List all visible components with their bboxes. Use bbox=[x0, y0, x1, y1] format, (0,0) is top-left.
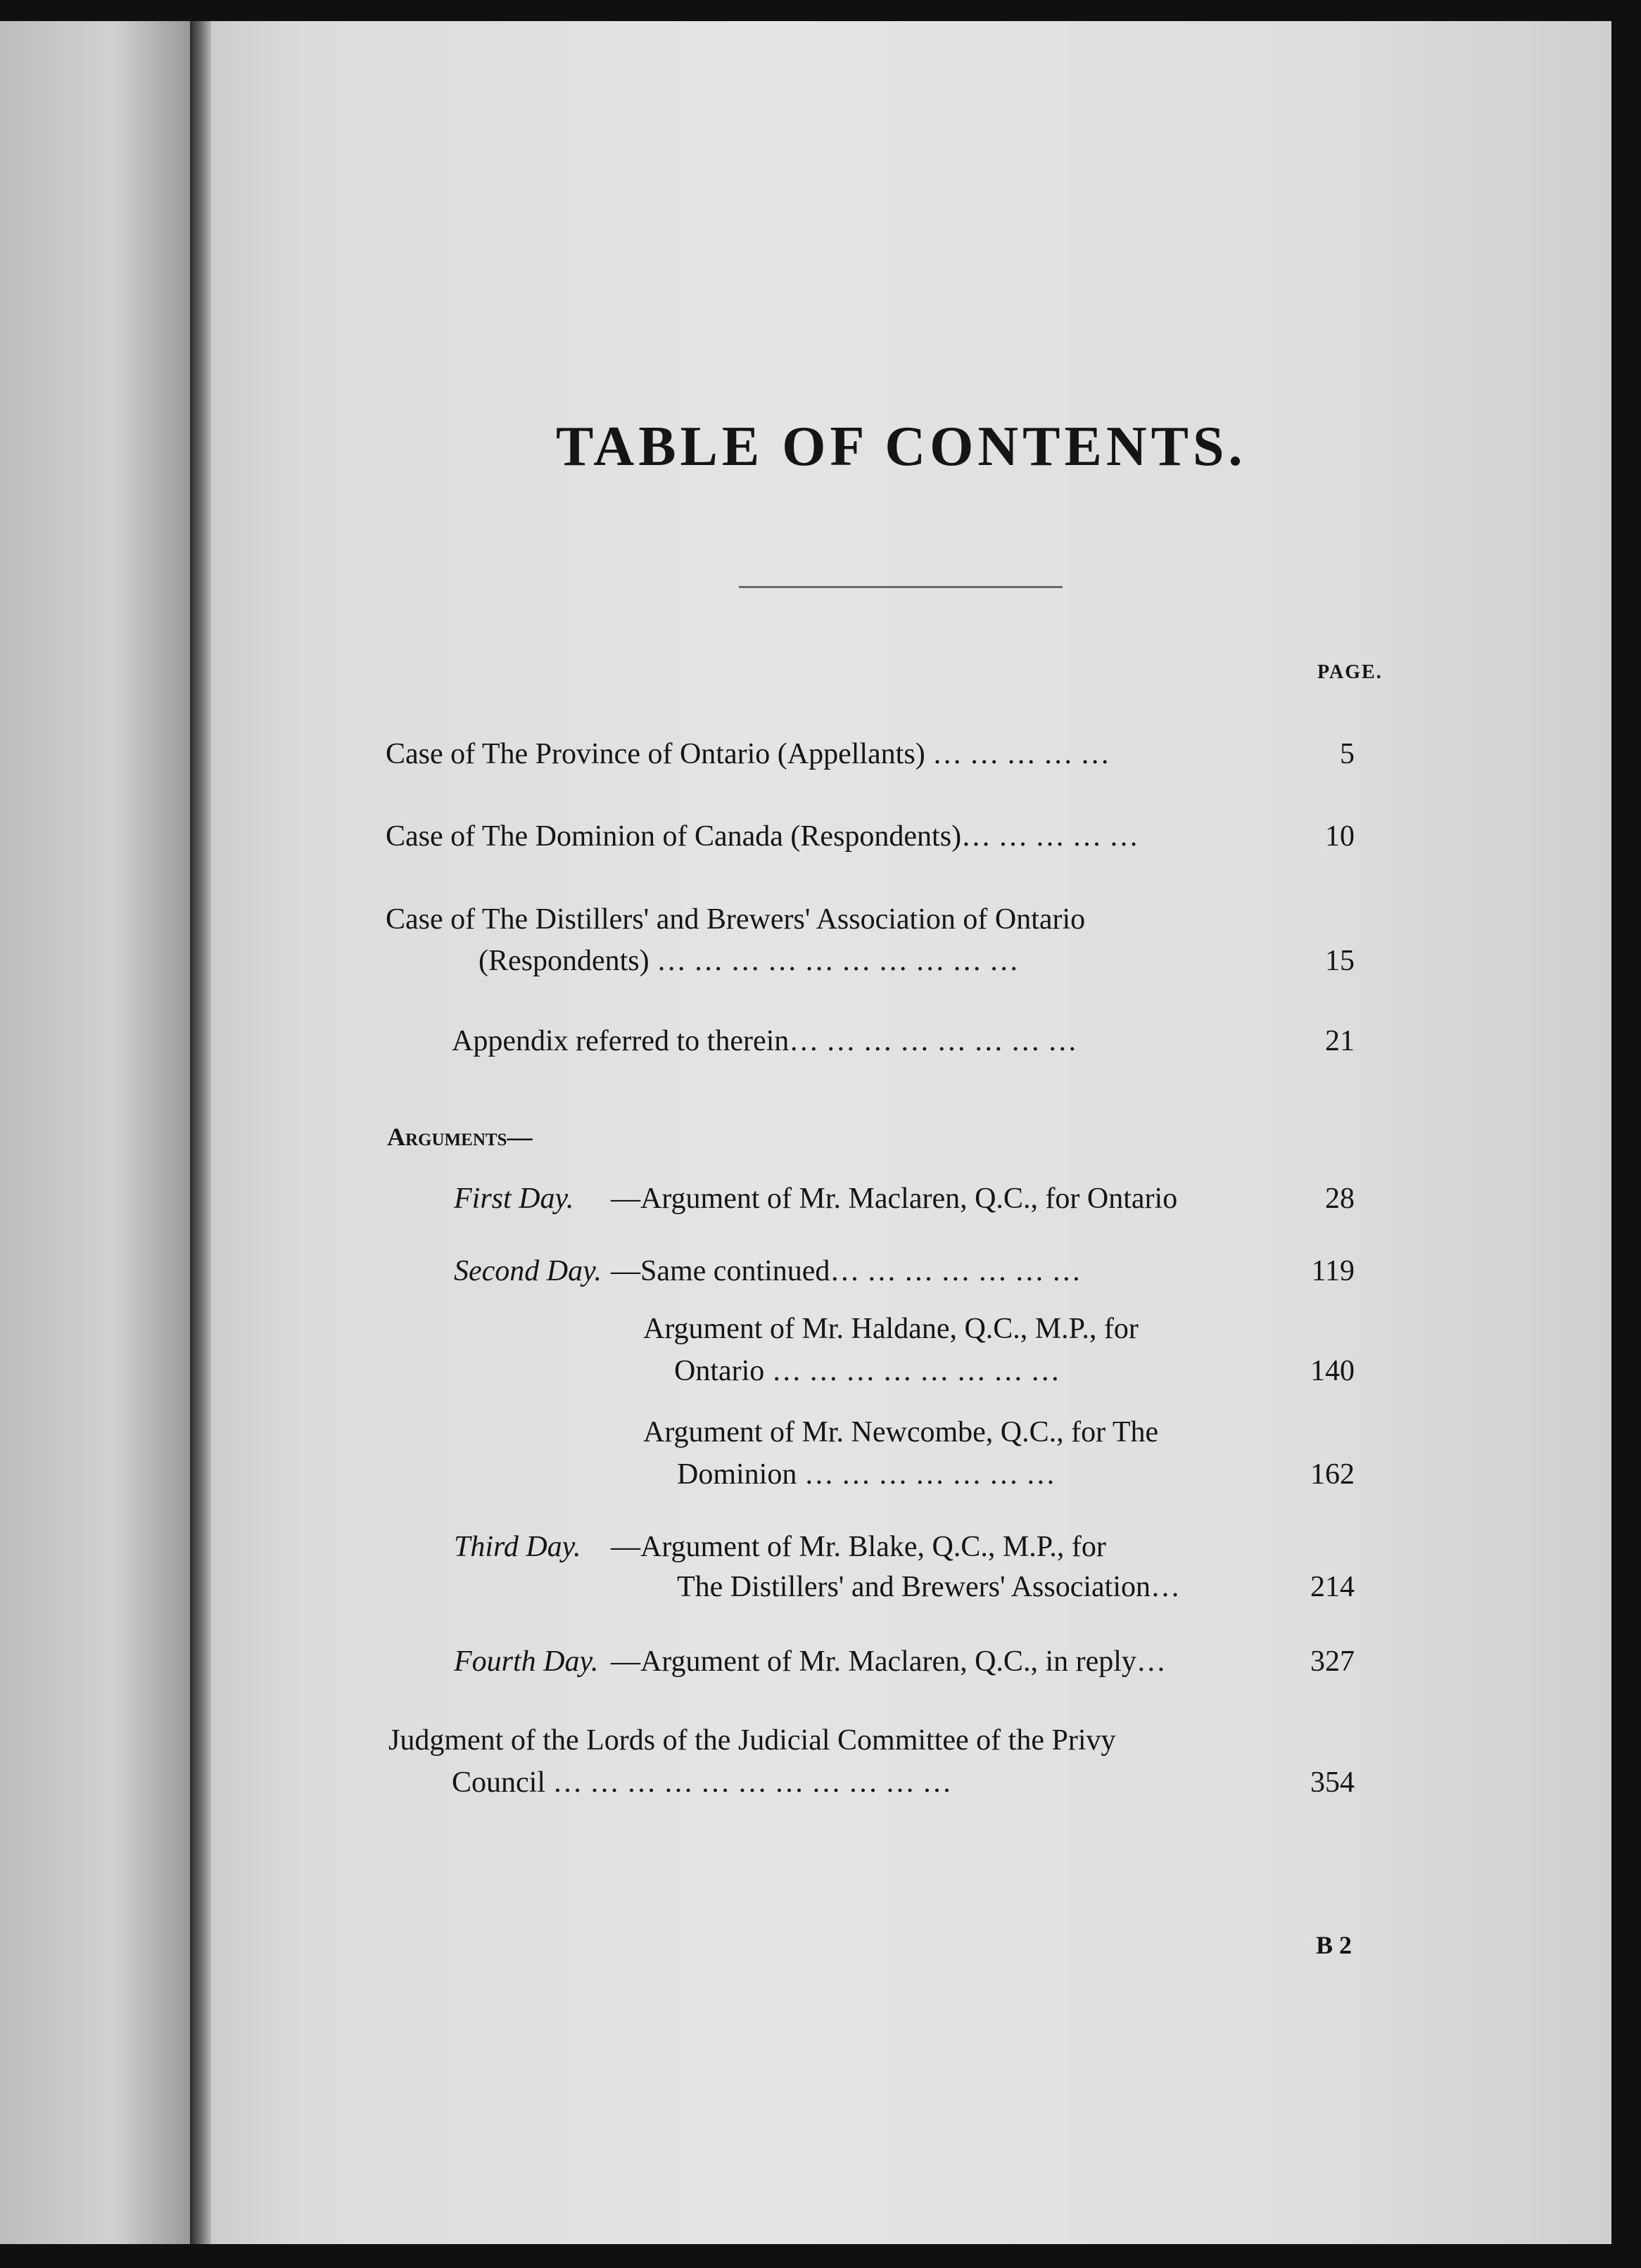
toc-entry: —Same continued… … … … … … … bbox=[611, 1255, 1082, 1287]
toc-page-number: 5 bbox=[1340, 738, 1355, 770]
toc-page-number: 21 bbox=[1325, 1025, 1355, 1057]
toc-page-number: 162 bbox=[1310, 1458, 1355, 1491]
binding-margin bbox=[0, 21, 190, 2244]
toc-entry-continuation: Council … … … … … … … … … … … bbox=[452, 1766, 952, 1799]
page-spine-shadow bbox=[190, 21, 211, 2244]
toc-entry-continuation: (Respondents) … … … … … … … … … … bbox=[479, 945, 1019, 977]
signature-mark: B 2 bbox=[1316, 1931, 1352, 1959]
toc-entry-continuation: Dominion … … … … … … … bbox=[677, 1458, 1056, 1491]
toc-entry: Appendix referred to therein… … … … … … … … bbox=[452, 1025, 1077, 1057]
toc-page-number: 327 bbox=[1310, 1645, 1355, 1678]
toc-entry-continuation: Ontario … … … … … … … … bbox=[674, 1355, 1060, 1387]
toc-page-number: 214 bbox=[1310, 1571, 1355, 1603]
toc-entry: —Argument of Mr. Maclaren, Q.C., in reply… bbox=[611, 1645, 1166, 1678]
day-label: Second Day. bbox=[454, 1255, 602, 1287]
toc-entry: —Argument of Mr. Maclaren, Q.C., for Ontario bbox=[611, 1183, 1178, 1215]
toc-page-number: 119 bbox=[1311, 1255, 1355, 1287]
toc-page-number: 140 bbox=[1310, 1355, 1355, 1387]
day-label: Fourth Day. bbox=[454, 1645, 599, 1678]
page-column-header: PAGE. bbox=[1317, 661, 1383, 683]
title-divider bbox=[739, 586, 1063, 588]
toc-entry-judgment: Judgment of the Lords of the Judicial Committee of the Privy bbox=[388, 1724, 1116, 1757]
toc-entry: Argument of Mr. Newcombe, Q.C., for The bbox=[643, 1416, 1159, 1448]
toc-page-number: 10 bbox=[1325, 820, 1355, 853]
day-label: Third Day. bbox=[454, 1531, 581, 1563]
toc-entry: Argument of Mr. Haldane, Q.C., M.P., for bbox=[643, 1313, 1139, 1345]
page-title: TABLE OF CONTENTS. bbox=[556, 416, 1247, 478]
toc-entry: Case of The Distillers' and Brewers' Association of Ontario bbox=[386, 903, 1086, 936]
toc-page-number: 28 bbox=[1325, 1183, 1355, 1215]
toc-entry: Case of The Dominion of Canada (Respondents)… … … … … bbox=[386, 820, 1139, 853]
section-heading-arguments: Arguments— bbox=[387, 1123, 533, 1151]
toc-page-number: 354 bbox=[1310, 1766, 1355, 1799]
toc-entry: —Argument of Mr. Blake, Q.C., M.P., for bbox=[611, 1531, 1106, 1563]
toc-page-number: 15 bbox=[1325, 945, 1355, 977]
toc-entry-continuation: The Distillers' and Brewers' Association… bbox=[677, 1571, 1181, 1603]
day-label: First Day. bbox=[454, 1183, 574, 1215]
toc-entry: Case of The Province of Ontario (Appellants) … … … … … bbox=[386, 738, 1110, 770]
